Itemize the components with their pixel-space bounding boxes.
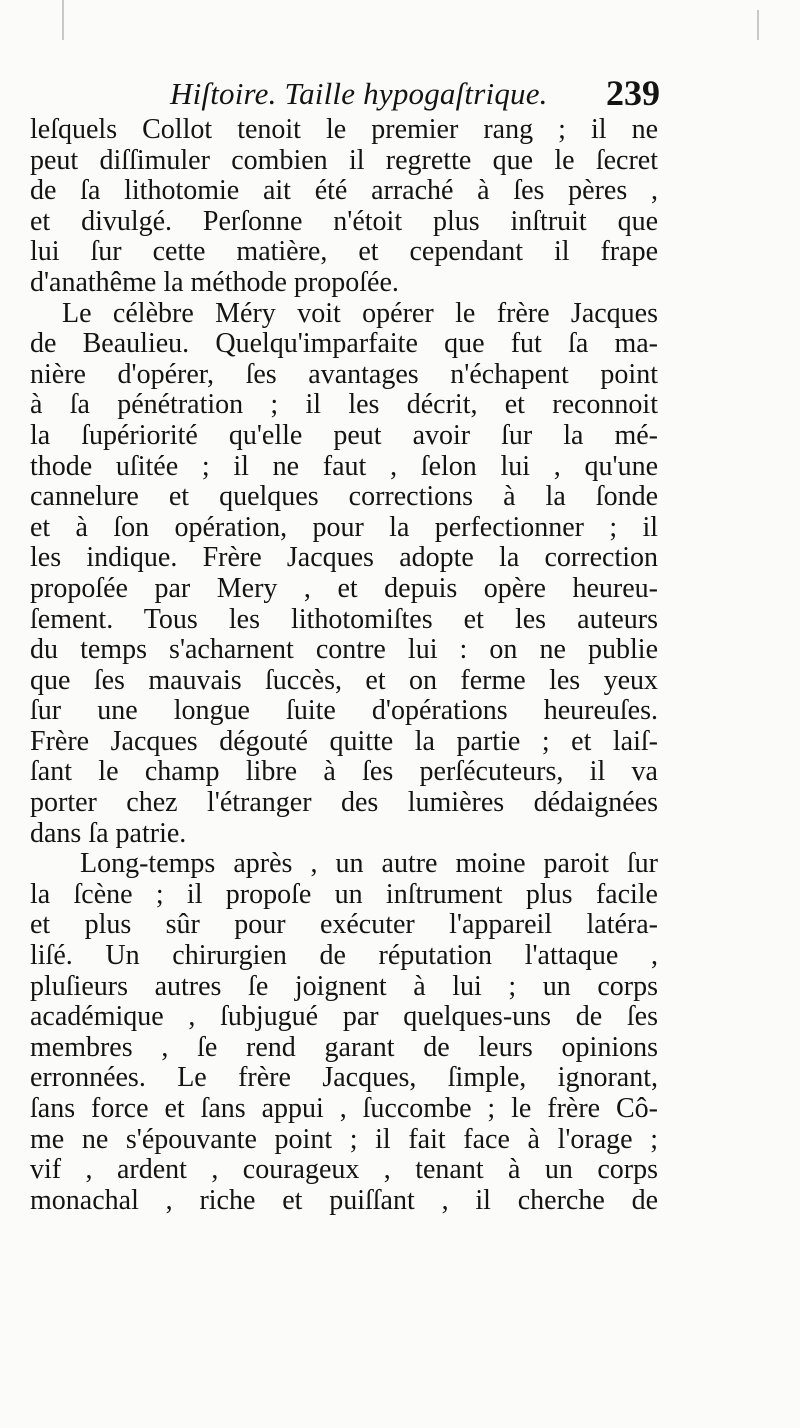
text-line: leſquels Collot tenoit le premier rang ; il ne — [30, 114, 658, 145]
page-edge-mark — [757, 10, 759, 40]
text-line: et plus sûr pour exécuter l'appareil latéra- — [30, 909, 658, 941]
text-line: membres , ſe rend garant de leurs opinions — [30, 1031, 658, 1063]
text-line: pluſieurs autres ſe joignent à lui ; un corps — [30, 970, 658, 1002]
page-edge-mark — [62, 0, 64, 40]
text-line: et divulgé. Perſonne n'étoit plus inſtruit que — [30, 205, 658, 237]
text-line: à ſa pénétration ; il les décrit, et reconnoit — [30, 389, 658, 421]
text-line: la ſupériorité qu'elle peut avoir ſur la mé- — [30, 419, 658, 451]
text-line: ſant le champ libre à ſes perſécuteurs, il va — [30, 756, 658, 788]
text-line: de ſa lithotomie ait été arraché à ſes pères , — [30, 175, 658, 207]
text-line: du temps s'acharnent contre lui : on ne publie — [30, 634, 658, 666]
text-line: Long-temps après , un autre moine paroit ſur — [80, 848, 658, 880]
text-line: porter chez l'étranger des lumières dédaignées — [30, 787, 658, 819]
text-line: les indique. Frère Jacques adopte la correction — [30, 542, 658, 574]
text-line: nière d'opérer, ſes avantages n'échapent point — [30, 358, 658, 390]
text-line: d'anathême la méthode propoſée. — [30, 266, 399, 298]
text-line: dans ſa patrie. — [30, 817, 187, 849]
page-number: 239 — [606, 73, 660, 113]
text-line: peut diſſimuler combien il regrette que le ſecret — [30, 144, 658, 176]
text-line: liſé. Un chirurgien de réputation l'attaque , — [30, 940, 658, 972]
text-line: lui ſur cette matière, et cependant il frape — [30, 236, 658, 268]
text-line: erronnées. Le frère Jacques, ſimple, ignorant, — [30, 1062, 658, 1094]
running-head: Hiſtoire. Taille hypogaſtrique. — [170, 76, 548, 111]
text-line: vif , ardent , courageux , tenant à un corps — [30, 1154, 658, 1186]
text-line: propoſée par Mery , et depuis opère heureu- — [30, 572, 658, 604]
text-line: thode uſitée ; il ne faut , ſelon lui , qu'une — [30, 450, 658, 482]
page-header — [170, 70, 660, 120]
text-line: Le célèbre Méry voit opérer le frère Jacques — [62, 297, 658, 329]
text-line: académique , ſubjugué par quelques-uns de ſes — [30, 1001, 658, 1033]
text-line: ſement. Tous les lithotomiſtes et les auteurs — [30, 603, 658, 635]
text-line: monachal , riche et puiſſant , il cherche de — [30, 1184, 658, 1216]
text-line: Frère Jacques dégouté quitte la partie ; et laiſ- — [30, 725, 658, 757]
text-line: ſur une longue ſuite d'opérations heureuſes. — [30, 695, 658, 727]
text-line: que ſes mauvais ſuccès, et on ferme les yeux — [30, 664, 658, 696]
text-line: la ſcène ; il propoſe un inſtrument plus facile — [30, 878, 658, 910]
text-line: ſans force et ſans appui , ſuccombe ; le frère Cô- — [30, 1093, 658, 1124]
body-text — [30, 115, 658, 1216]
text-line: et à ſon opération, pour la perfectionner ; il — [30, 511, 658, 543]
text-line: me ne s'épouvante point ; il fait face à l'orage ; — [30, 1123, 658, 1155]
text-line: cannelure et quelques corrections à la ſonde — [30, 481, 658, 513]
text-line: de Beaulieu. Quelqu'imparfaite que fut ſa ma- — [30, 328, 658, 360]
